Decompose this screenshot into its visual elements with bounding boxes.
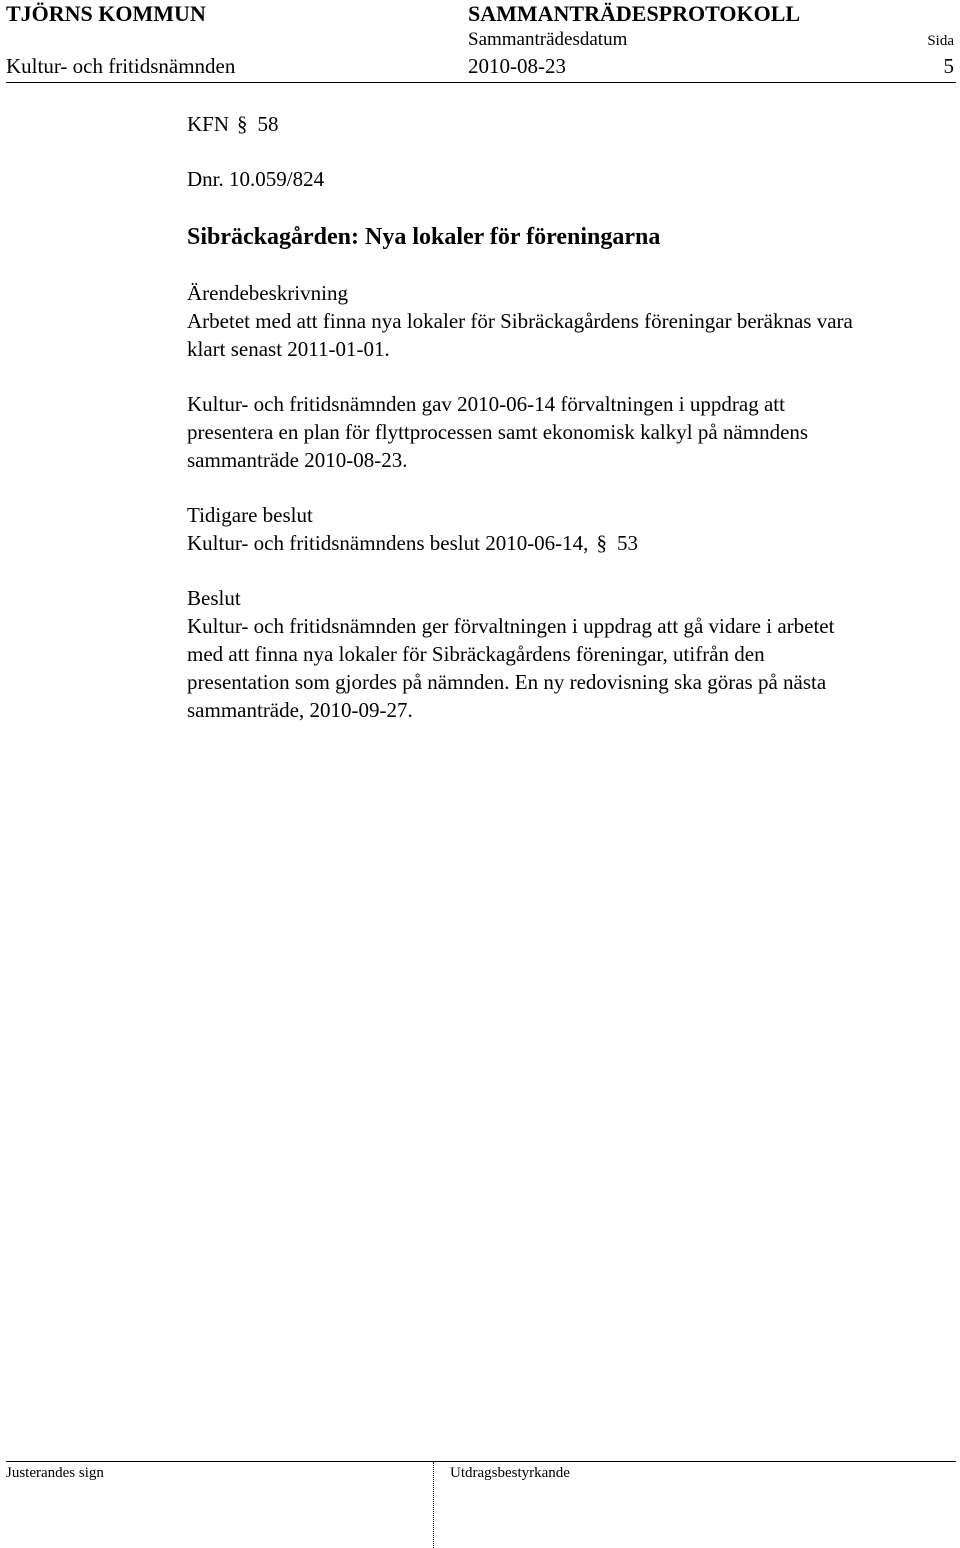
previous-decision-text	[187, 529, 638, 557]
previous-decision-number: 53	[616, 531, 638, 555]
decision-text-line: med att finna nya lokaler för Sibräckagårdens föreningar, utifrån den	[187, 642, 765, 666]
header-divider	[6, 82, 956, 83]
decision-text-line: Kultur- och fritidsnämnden ger förvaltningen i uppdrag att gå vidare i arbetet	[187, 614, 835, 638]
page-label: Sida	[927, 33, 954, 49]
meeting-date-label: Sammanträdesdatum	[468, 29, 628, 50]
paragraph-symbol: §	[237, 112, 248, 136]
diary-number: Dnr. 10.059/824	[187, 167, 325, 191]
description-text-line: klart senast 2011-01-01.	[187, 337, 390, 361]
description-paragraph-line: presentera en plan för flyttprocessen samt ekonomisk kalkyl på nämndens	[187, 420, 809, 444]
footer-divider	[6, 1461, 956, 1462]
previous-decision-prefix: Kultur- och fritidsnämndens beslut 2010-06-14,	[187, 531, 589, 555]
description-text-line: Arbetet med att finna nya lokaler för Sibräckagårdens föreningar beräknas vara	[187, 309, 853, 333]
extract-certification-label: Utdragsbestyrkande	[450, 1465, 570, 1481]
footer-column-divider	[433, 1462, 434, 1548]
meeting-date-value: 2010-08-23	[468, 54, 566, 78]
description-paragraph-line: Kultur- och fritidsnämnden gav 2010-06-14 förvaltningen i uppdrag att	[187, 392, 785, 416]
page-number: 5	[943, 54, 954, 78]
case-prefix: KFN	[187, 112, 230, 136]
organization-name: TJÖRNS KOMMUN	[6, 1, 206, 26]
decision-text-line: presentation som gjordes på nämnden. En ny redovisning ska göras på nästa	[187, 670, 827, 694]
paragraph-symbol: §	[596, 531, 607, 555]
adjuster-signature-label: Justerandes sign	[6, 1465, 104, 1481]
department-name: Kultur- och fritidsnämnden	[6, 54, 236, 78]
description-heading: Ärendebeskrivning	[187, 281, 348, 305]
previous-decision-heading: Tidigare beslut	[187, 503, 313, 527]
case-number-value: 58	[257, 112, 279, 136]
case-title: Sibräckagården: Nya lokaler för föreningarna	[187, 224, 661, 250]
decision-text-line: sammanträde, 2010-09-27.	[187, 698, 413, 722]
decision-heading: Beslut	[187, 586, 241, 610]
case-number	[187, 110, 279, 138]
document-type: SAMMANTRÄDESPROTOKOLL	[468, 1, 801, 26]
description-paragraph-line: sammanträde 2010-08-23.	[187, 448, 408, 472]
